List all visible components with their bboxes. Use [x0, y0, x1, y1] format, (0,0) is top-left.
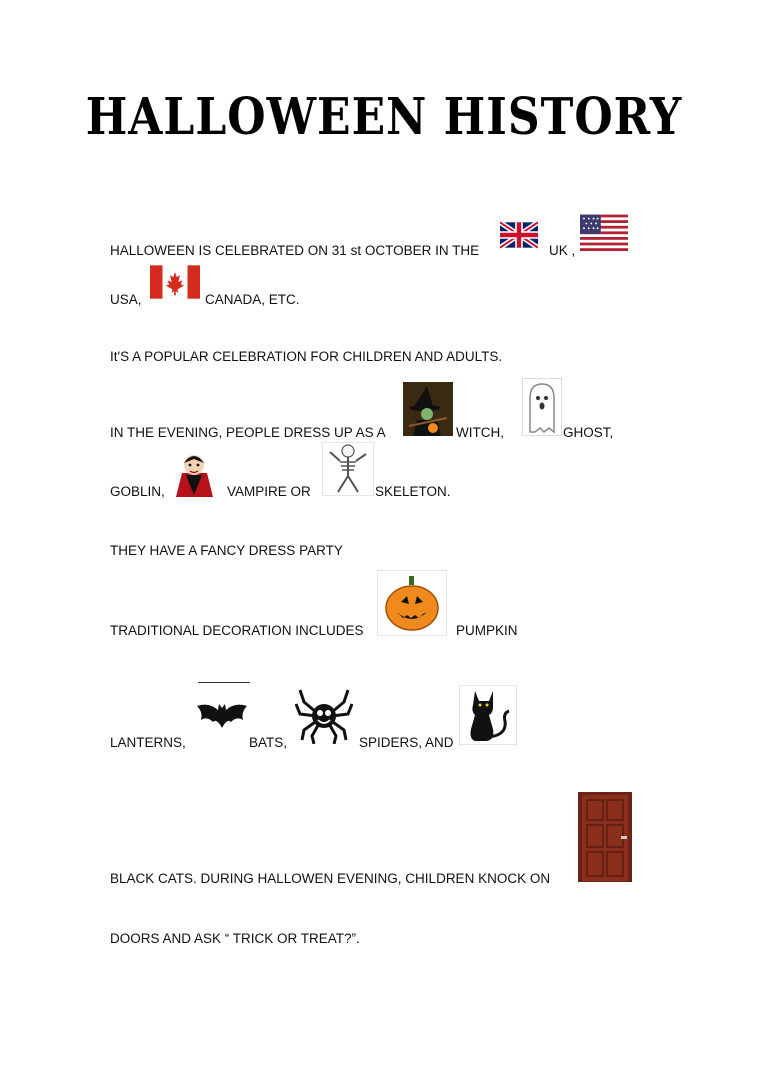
text-line-1b: UK ,	[549, 243, 576, 258]
text-line-5a: GOBLIN,	[110, 484, 165, 499]
witch-icon	[403, 382, 453, 436]
skeleton-icon	[322, 442, 374, 496]
vampire-icon	[172, 447, 217, 497]
text-line-2b: CANADA, ETC.	[205, 292, 300, 307]
text-line-3: It'S A POPULAR CELEBRATION FOR CHILDREN AND ADULTS.	[110, 349, 503, 364]
canada-flag-icon	[150, 262, 200, 302]
spider-icon	[294, 684, 354, 744]
text-line-4a: IN THE EVENING, PEOPLE DRESS UP AS A	[110, 425, 386, 440]
door-icon	[578, 792, 632, 882]
text-line-2a: USA,	[110, 292, 142, 307]
text-line-1a: HALLOWEEN IS CELEBRATED ON 31 st OCTOBER IN THE	[110, 243, 480, 258]
text-line-6: THEY HAVE A FANCY DRESS PARTY	[110, 543, 343, 558]
text-line-10: DOORS AND ASK “ TRICK OR TREAT?”.	[110, 931, 360, 946]
text-line-7a: TRADITIONAL DECORATION INCLUDES	[110, 623, 364, 638]
bat-icon	[195, 698, 249, 736]
pumpkin-icon	[377, 570, 447, 636]
text-line-5c: SKELETON.	[375, 484, 451, 499]
text-line-4c: GHOST,	[563, 425, 614, 440]
divider-line	[198, 682, 250, 683]
page-title: HALLOWEEN HISTORY	[85, 88, 683, 147]
text-line-5b: VAMPIRE OR	[227, 484, 311, 499]
text-line-9: BLACK CATS. DURING HALLOWEN EVENING, CHILDREN KNOCK ON	[110, 871, 551, 886]
uk-flag-icon	[500, 215, 538, 255]
text-line-4b: WITCH,	[456, 425, 504, 440]
text-line-7b: PUMPKIN	[456, 623, 518, 638]
ghost-icon	[522, 378, 562, 436]
text-line-8b: BATS,	[249, 735, 288, 750]
usa-flag-icon	[580, 210, 628, 256]
text-line-8a: LANTERNS,	[110, 735, 186, 750]
black-cat-icon	[459, 685, 517, 745]
text-line-8c: SPIDERS, AND	[359, 735, 454, 750]
